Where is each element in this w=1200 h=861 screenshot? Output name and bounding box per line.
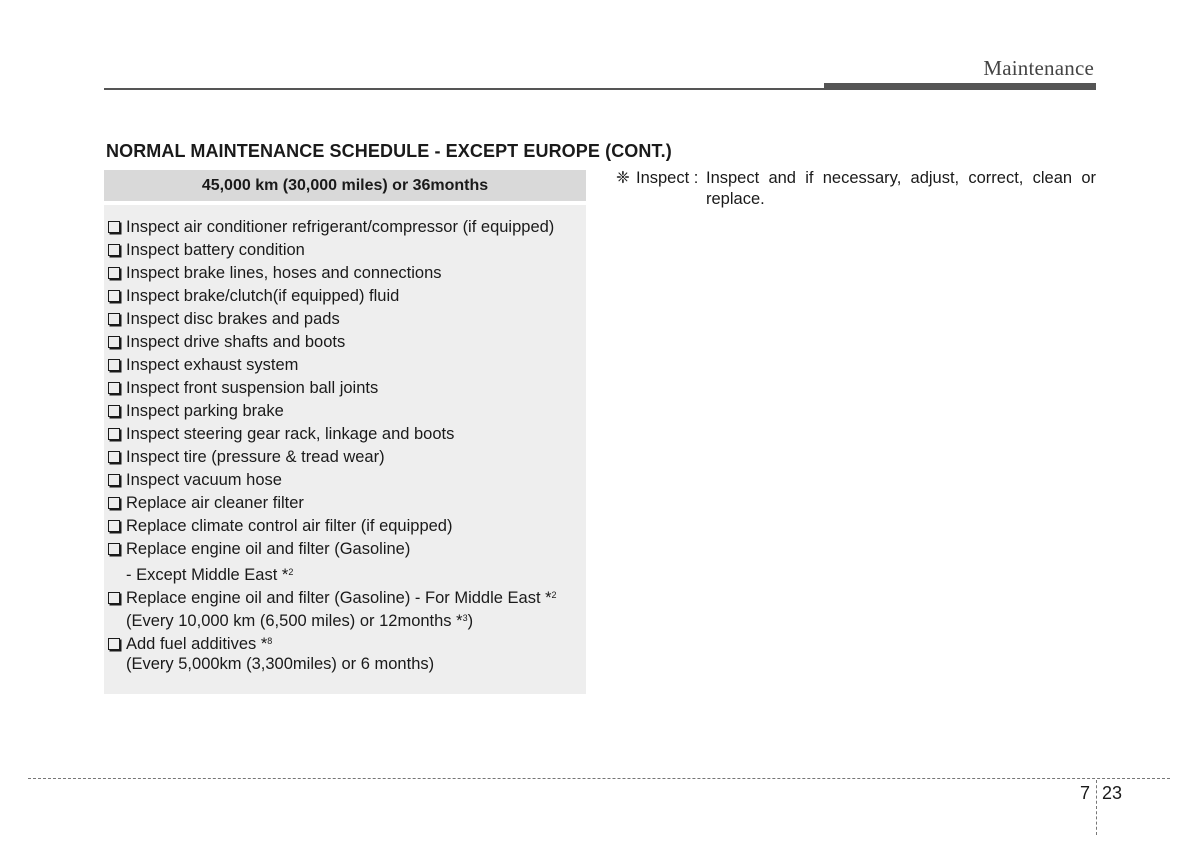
section-title: Maintenance [983,56,1094,80]
note-marker-icon: ❈ [616,169,630,187]
schedule-item: Inspect drive shafts and boots [108,331,557,354]
footer-rule [28,778,1170,779]
checkbox-icon [108,267,120,279]
schedule-item-continuation: - Except Middle East *$^2$ [126,566,294,584]
checkbox-icon [108,359,120,371]
schedule-item: Inspect air conditioner refrigerant/compressor (if equipped) [108,216,557,239]
checkbox-icon [108,244,120,256]
schedule-item: Replace engine oil and filter (Gasoline) - For Middle East *$^2$ [108,584,557,607]
checkbox-icon [108,313,120,325]
schedule-item: Inspect brake lines, hoses and connections [108,262,557,285]
note-text: Inspect and if necessary, adjust, correct, clean or replace. [706,169,1096,208]
checkbox-icon [108,428,120,440]
schedule-item: Add fuel additives *$^8$ [108,630,557,653]
schedule-item: Inspect vacuum hose [108,469,557,492]
schedule-item: Inspect battery condition [108,239,557,262]
chapter-number: 7 [1080,783,1091,803]
schedule-item: Inspect parking brake [108,400,557,423]
schedule-item: Inspect exhaust system [108,354,557,377]
checkbox-icon [108,497,120,509]
schedule-item: Replace climate control air filter (if equipped) [108,515,557,538]
schedule-item-continuation: (Every 5,000km (3,300miles) or 6 months) [126,655,435,673]
schedule-item: Inspect disc brakes and pads [108,308,557,331]
schedule-item: Inspect steering gear rack, linkage and boots [108,423,557,446]
checkbox-icon [108,221,120,233]
checkbox-icon [108,520,120,532]
schedule-item: Inspect front suspension ball joints [108,377,557,400]
page-number: 23 [1102,783,1123,803]
checkbox-icon [108,592,120,604]
checkbox-icon [108,474,120,486]
schedule-item: Replace engine oil and filter (Gasoline) [108,538,557,561]
schedule-item: Replace air cleaner filter [108,492,557,515]
schedule-heading: NORMAL MAINTENANCE SCHEDULE - EXCEPT EUROPE (CONT.) [106,141,672,161]
header-rule-accent [824,83,1096,90]
header-rule [104,88,824,90]
schedule-item: Inspect brake/clutch(if equipped) fluid [108,285,557,308]
checkbox-icon [108,543,120,555]
footer-divider [1096,780,1097,835]
checkbox-icon [108,336,120,348]
schedule-item-continuation: (Every 10,000 km (6,500 miles) or 12months *$^3$) [126,612,474,630]
schedule-item: Inspect tire (pressure & tread wear) [108,446,557,469]
schedule-interval-header: 45,000 km (30,000 miles) or 36months [104,170,586,205]
checkbox-icon [108,382,120,394]
checkbox-icon [108,451,120,463]
note-term: Inspect : [636,169,699,187]
schedule-item-list [108,216,557,676]
checkbox-icon [108,290,120,302]
checkbox-icon [108,405,120,417]
schedule-table [104,170,586,694]
checkbox-icon [108,638,120,650]
